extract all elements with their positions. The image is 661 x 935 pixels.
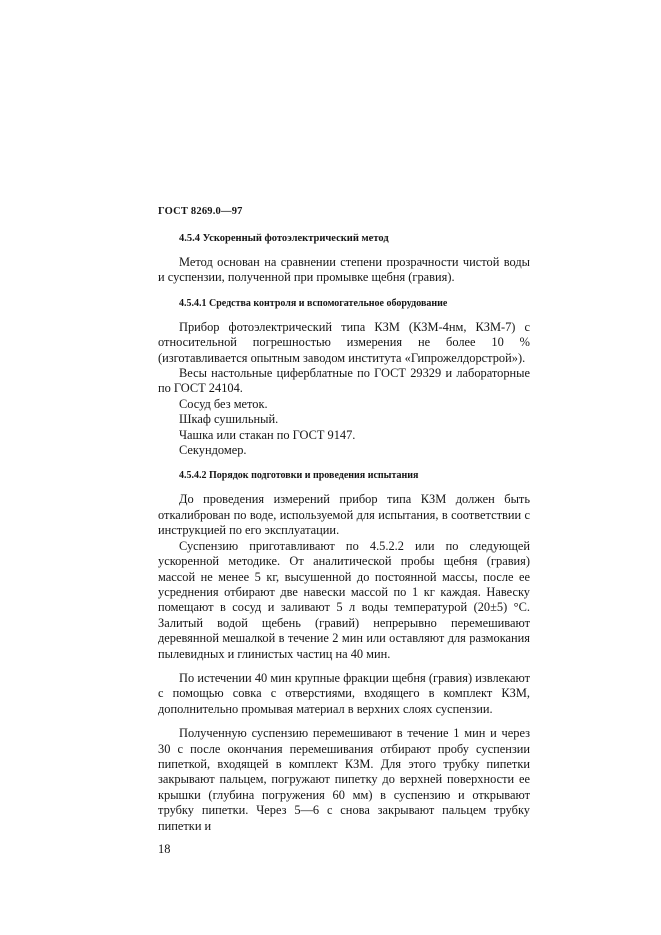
running-head: ГОСТ 8269.0—97 xyxy=(158,206,243,217)
document-page xyxy=(158,205,530,857)
equipment-item: Секундомер. xyxy=(179,443,247,458)
paragraph-sampling: Полученную суспензию перемешивают в течение 1 мин и через 30 с после окончания перемешивания отбирают пробу суспензии пипеткой, входящей в комплект КЗМ. Для этого трубку пипетки закрывают пальцем, погружают пипетку до верхней поверхности ее крышки (глубина погружения 60 мм) в суспензию и открывают трубку пипетки. Через 5—6 с снова закрывают пальцем трубку пипетки и xyxy=(158,726,530,833)
equipment-item: Чашка или стакан по ГОСТ 9147. xyxy=(179,427,356,442)
equipment-item: Сосуд без меток. xyxy=(179,396,268,411)
section-heading-4-5-4-2: 4.5.4.2 Порядок подготовки и проведения испытания xyxy=(179,470,419,482)
paragraph-fraction-removal: По истечении 40 мин крупные фракции щебня (гравия) извлекают с помощью совка с отверстиями, входящего в комплект КЗМ, дополнительно промывая материал в верхних слоях суспензии. xyxy=(158,670,530,716)
paragraph-calibration: До проведения измерений прибор типа КЗМ должен быть откалиброван по воде, используемой для испытания, в соответствии с инструкцией по его эксплуатации. xyxy=(158,492,530,538)
page-number: 18 xyxy=(158,842,171,856)
section-heading-4-5-4-1: 4.5.4.1 Средства контроля и вспомогательное оборудование xyxy=(179,297,448,309)
section-heading-4-5-4: 4.5.4 Ускоренный фотоэлектрический метод xyxy=(179,233,389,244)
paragraph-photoelectric-device: Прибор фотоэлектрический типа КЗМ (КЗМ-4нм, КЗМ-7) с относительной погрешностью измерения не более 10 % (изготавливается опытным заводом института «Гипрожелдорстрой»). xyxy=(158,319,530,365)
paragraph-scales: Весы настольные циферблатные по ГОСТ 29329 и лабораторные по ГОСТ 24104. xyxy=(158,366,530,396)
paragraph-method-description: Метод основан на сравнении степени прозрачности чистой воды и суспензии, полученной при промывке щебня (гравия). xyxy=(158,255,530,285)
paragraph-suspension-preparation: Суспензию приготавливают по 4.5.2.2 или по следующей ускоренной методике. От аналитической пробы щебня (гравия) массой не менее 5 кг, высушенной до постоянной массы, после ее усреднения отбирают две навески массой по 1 кг каждая. Навеску помещают в сосуд и заливают 5 л воды температурой (20±5) °С. Залитый водой щебень (гравий) непрерывно перемешивают деревянной мешалкой в течение 2 мин или оставляют для размокания пылевидных и глинистых частиц на 40 мин. xyxy=(158,538,530,661)
equipment-item: Шкаф сушильный. xyxy=(179,412,279,427)
